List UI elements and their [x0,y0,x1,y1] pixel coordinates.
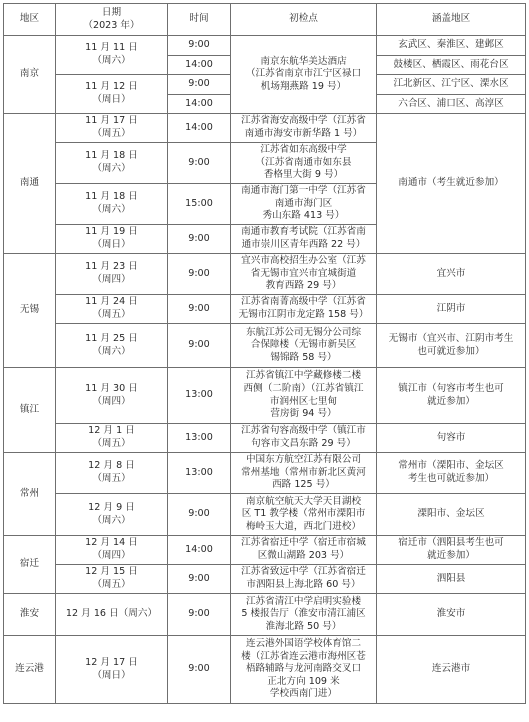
location-cell [231,295,377,324]
coverage-cell [377,95,526,114]
cell-line: 南通市（考生就近参加） [398,177,504,189]
cell-line: 连云港 [15,663,44,675]
cell-line: 南通 [19,177,40,189]
cell-line: 溧阳市、金坛区 [417,508,485,520]
cell-line: 市润州区七里甸 [269,395,338,407]
time-cell: 9:00 [168,225,231,254]
cell-line: 就近参加） [427,395,475,407]
cell-line: （周六） [92,204,131,215]
time-cell: 9:00 [168,636,231,704]
cell-line: 11 月 23 日 [85,261,138,273]
cell-line: 东航江苏公司无锡分公司综 [245,326,362,338]
schedule-table-wrapper [3,3,526,704]
date-cell [56,184,168,225]
cell-line: 11 月 11 日 [85,42,138,54]
time-cell: 14:00 [168,56,231,75]
time-cell: 14:00 [168,95,231,114]
table-row [4,295,526,324]
coverage-cell [377,254,526,295]
cell-line: （周四） [92,550,131,561]
cell-line: 教育西路 29 号） [265,280,342,292]
location-cell [231,636,377,704]
cell-line: 区微山湖路 203 号） [257,550,350,561]
cell-line: 镇江 [19,403,40,415]
cell-line: 六合区、浦口区、高淳区 [398,97,504,109]
cell-line: 合保障楼（无锡市新吴区 [250,339,357,351]
date-cell [56,368,168,424]
cell-line: 锡锦路 58 号） [270,351,337,363]
date-cell [56,114,168,143]
cell-line: 12 月 17 日 [85,656,138,668]
time-cell: 9:00 [168,143,231,184]
cell-line: 秀山东路 413 号） [262,210,345,222]
header-row [4,4,526,36]
table-row [4,594,526,636]
cell-line: 江苏省句容高级中学（镇江市 [241,425,366,437]
cell-line: 5 楼报告厅（淮安市清江浦区 [241,608,366,620]
cell-line: 楼（江苏省连云港市海州区苍 [241,650,366,662]
cell-line: 淮海北路 50 号） [265,620,342,632]
table-row [4,536,526,565]
cell-line: 11 月 25 日 [85,332,138,344]
time-cell: 13:00 [168,424,231,453]
cell-line: 香格里大街 9 号） [263,169,344,181]
date-cell [56,494,168,536]
cell-line: 梧路辅路与龙河南路交叉口 [245,663,362,675]
cell-line: 江苏省南菁高级中学（江苏省 [241,296,366,308]
coverage-cell [377,453,526,494]
cell-line: 常州基地（常州市新北区黄河 [241,466,366,478]
date-cell [56,594,168,636]
cell-line: 也可就近参加） [417,345,485,357]
table-row [4,254,526,295]
coverage-cell [377,36,526,56]
header-location: 初检点 [231,4,377,36]
cell-line: 淮安 [19,608,40,620]
cell-line: 南通市教育考试院（江苏省南 [241,226,366,238]
location-cell [231,184,377,225]
cell-line: 12 月 16 日（周六） [65,608,158,620]
table-row [4,324,526,368]
cell-line: 宿迁市（泗阳县考生也可 [398,537,504,549]
time-cell: 9:00 [168,324,231,368]
table-row [4,36,526,56]
location-cell [231,536,377,565]
location-cell [231,143,377,184]
header-time: 时间 [168,4,231,36]
schedule-table [3,3,526,704]
coverage-cell [377,536,526,565]
region-cell [4,453,56,536]
table-row [4,565,526,594]
location-cell [231,36,377,114]
coverage-cell [377,494,526,536]
cell-line: 无锡 [19,304,40,316]
cell-line: 11 月 12 日 [85,81,138,93]
coverage-cell [377,594,526,636]
table-row [4,636,526,704]
header-date [56,4,168,36]
cell-line: 南通市海门区 [274,197,333,209]
coverage-cell [377,636,526,704]
cell-line: 考生也可就近参加） [407,473,495,484]
date-cell [56,636,168,704]
time-cell: 14:00 [168,536,231,565]
region-cell [4,636,56,704]
date-cell [56,453,168,494]
cell-line: 江苏省如东高级中学 [260,144,347,156]
cell-line: 市泗阳县上海北路 60 号） [246,579,361,590]
time-cell: 9:00 [168,36,231,56]
cell-line: 江苏省清江中学启明实验楼 [245,595,362,607]
location-cell [231,424,377,453]
cell-line: （周五） [92,438,131,449]
cell-line: 句容市 [436,431,466,443]
cell-line: 鼓楼区、栖霞区、雨花台区 [393,58,509,70]
location-cell [231,368,377,424]
cell-line: 江苏省镇江中学藏修楼二楼 [245,370,362,382]
cell-line: 通市崇川区青年西路 22 号） [241,239,366,250]
coverage-cell [377,56,526,75]
coverage-cell [377,114,526,254]
cell-line: 南通市海安市新华路 1 号） [244,128,363,139]
location-cell [231,453,377,494]
date-cell [56,225,168,254]
cell-line: 连云港市 [431,663,471,675]
cell-line: （周六） [92,514,131,526]
date-cell [56,75,168,114]
cell-line: （江苏省南京市江宁区禄口 [245,68,362,80]
cell-line: 宜兴市高校招生办公室（江苏 [241,255,366,267]
location-cell [231,254,377,295]
time-cell: 9:00 [168,565,231,594]
table-row [4,494,526,536]
coverage-cell [377,295,526,324]
cell-line: 西侧（二阶南）（江苏省镇江 [243,382,364,394]
location-cell [231,324,377,368]
cell-line: 宜兴市 [436,267,466,279]
table-row [4,424,526,453]
coverage-cell [377,424,526,453]
location-cell [231,225,377,254]
time-cell: 9:00 [168,594,231,636]
cell-line: 11 月 30 日 [85,382,138,394]
region-cell [4,368,56,453]
location-cell [231,565,377,594]
cell-line: （周六） [92,345,131,357]
cell-line: 江北新区、江宁区、溧水区 [393,78,509,90]
cell-line: 无锡市（宜兴市、江阴市考生 [388,332,514,344]
header-date-label: 日期 [101,6,122,18]
cell-line: 南京东航华美达酒店 [260,55,347,67]
cell-line: （周五） [92,579,131,590]
cell-line: （周五） [92,309,131,320]
cell-line: 淮安市 [436,608,466,620]
cell-line: 11 月 24 日 [85,296,138,308]
cell-line: 常州 [19,487,40,499]
date-cell [56,36,168,75]
table-row [4,368,526,424]
time-cell: 15:00 [168,184,231,225]
coverage-cell [377,368,526,424]
cell-line: 常州市（溧阳市、金坛区 [398,460,504,472]
time-cell: 14:00 [168,114,231,143]
region-cell [4,114,56,254]
cell-line: 泗阳县 [436,572,466,584]
cell-line: （周四） [92,395,131,407]
location-cell [231,594,377,636]
date-cell [56,324,168,368]
date-cell [56,424,168,453]
cell-line: 区 T1 教学楼（常州市溧阳市 [241,508,366,520]
cell-line: 11 月 18 日 [85,191,138,203]
region-cell [4,254,56,368]
cell-line: 江苏省宿迁中学（宿迁市宿城 [241,537,366,549]
cell-line: （周六） [92,55,131,66]
cell-line: 连云港外国语学校体育馆二 [245,638,362,650]
table-row [4,114,526,143]
cell-line: 梅岭玉大道，西北门进校） [245,520,362,532]
cell-line: 南京 [19,68,40,80]
cell-line: 镇江市（句容市考生也可 [398,382,504,394]
cell-line: 句容市文昌东路 29 号） [251,438,356,449]
date-cell [56,295,168,324]
date-cell [56,143,168,184]
cell-line: 11 月 18 日 [85,150,138,162]
cell-line: 学校西南门进） [269,688,338,700]
region-cell [4,536,56,594]
date-cell [56,565,168,594]
cell-line: （周日） [92,239,131,250]
cell-line: （江苏省南通市如东县 [255,156,352,168]
time-cell: 13:00 [168,453,231,494]
coverage-cell [377,75,526,95]
cell-line: （周日） [92,94,131,105]
header-coverage: 涵盖地区 [377,4,526,36]
region-cell [4,36,56,114]
cell-line: 12 月 8 日 [88,460,135,472]
cell-line: 机场翔燕路 19 号） [260,80,347,92]
cell-line: 12 月 15 日 [85,566,138,578]
date-cell [56,254,168,295]
time-cell: 9:00 [168,494,231,536]
cell-line: 无锡市江阴市龙定路 158 号） [238,309,369,320]
cell-line: 南京航空航天大学天目湖校 [245,495,362,507]
cell-line: （周四） [92,274,131,285]
time-cell: 9:00 [168,254,231,295]
time-cell: 9:00 [168,75,231,95]
coverage-cell [377,324,526,368]
header-date-year: （2023 年） [83,19,140,31]
cell-line: 玄武区、秦淮区、建邺区 [398,39,504,51]
cell-line: 西路 125 号） [272,479,335,491]
cell-line: 正北方向 109 米 [267,675,340,687]
cell-line: 11 月 17 日 [85,115,138,127]
header-region: 地区 [4,4,56,36]
cell-line: （周日） [92,669,131,681]
time-cell: 13:00 [168,368,231,424]
cell-line: 12 月 14 日 [85,537,138,549]
cell-line: （周五） [92,473,131,484]
location-cell [231,494,377,536]
table-row [4,453,526,494]
location-cell [231,114,377,143]
region-cell [4,594,56,636]
date-cell [56,536,168,565]
cell-line: 12 月 9 日 [88,501,135,513]
cell-line: 江苏省海安高级中学（江苏省 [241,115,366,127]
cell-line: （周六） [92,163,131,174]
cell-line: 11 月 19 日 [85,226,138,238]
cell-line: 就近参加） [427,550,475,561]
cell-line: 江阴市 [436,302,466,314]
cell-line: （周五） [92,128,131,139]
cell-line: 江苏省致远中学（江苏省宿迁 [241,566,366,578]
time-cell: 9:00 [168,295,231,324]
cell-line: 省无锡市宜兴市宜城街道 [250,267,357,279]
cell-line: 中国东方航空江苏有限公司 [245,454,362,466]
cell-line: 南通市海门第一中学（江苏省 [241,185,366,197]
cell-line: 12 月 1 日 [88,425,135,437]
coverage-cell [377,565,526,594]
cell-line: 营房街 94 号） [270,408,337,420]
cell-line: 宿迁 [19,558,40,570]
